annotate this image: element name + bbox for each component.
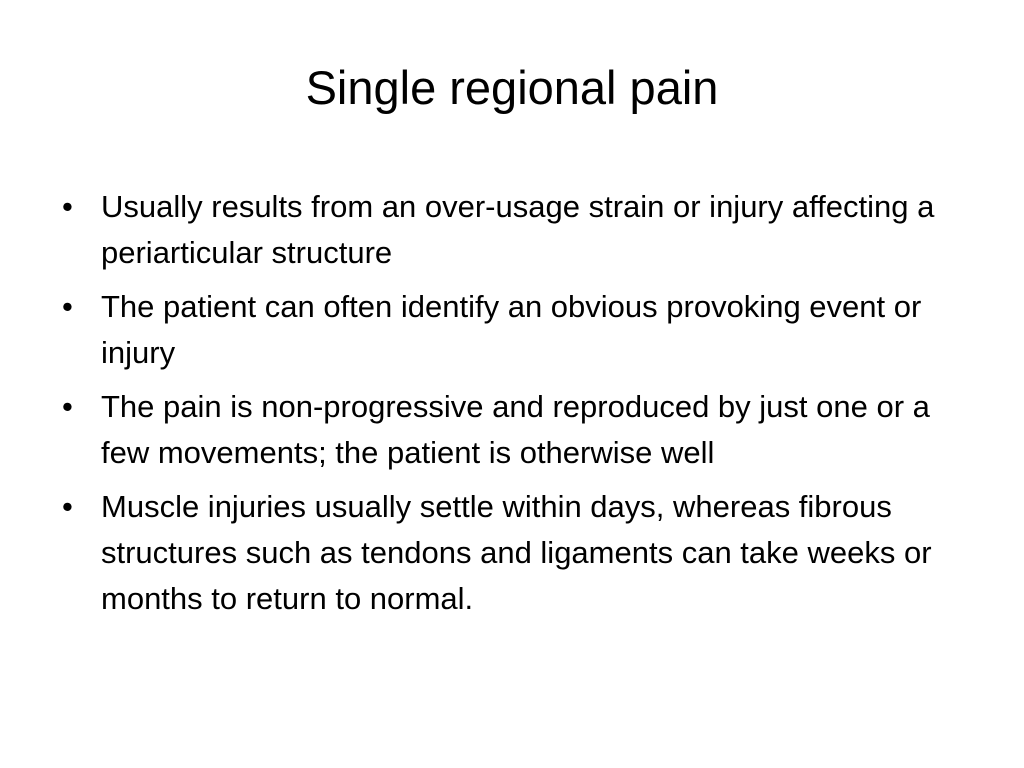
bullet-text: The pain is non-progressive and reproduced by just one or a few movements; the patient is otherwise well [101, 389, 930, 470]
bullet-dot-icon: • [62, 489, 73, 524]
bullet-dot-icon: • [62, 189, 73, 224]
bullet-dot-icon: • [62, 389, 73, 424]
bullet-item-3 [60, 384, 980, 476]
bullet-dot-icon: • [62, 289, 73, 324]
bullet-text: Usually results from an over-usage strain or injury affecting a periarticular structure [101, 189, 935, 270]
slide-title: Single regional pain [305, 61, 719, 114]
bullet-item-4 [60, 484, 980, 622]
bullet-text: Muscle injuries usually settle within days, whereas fibrous structures such as tendons and ligaments can take weeks or months to return to normal. [101, 489, 932, 616]
bullet-text: The patient can often identify an obvious provoking event or injury [101, 289, 922, 370]
bullet-item-2 [60, 284, 980, 376]
bullet-item-1 [60, 184, 980, 276]
bullet-list [60, 184, 980, 630]
